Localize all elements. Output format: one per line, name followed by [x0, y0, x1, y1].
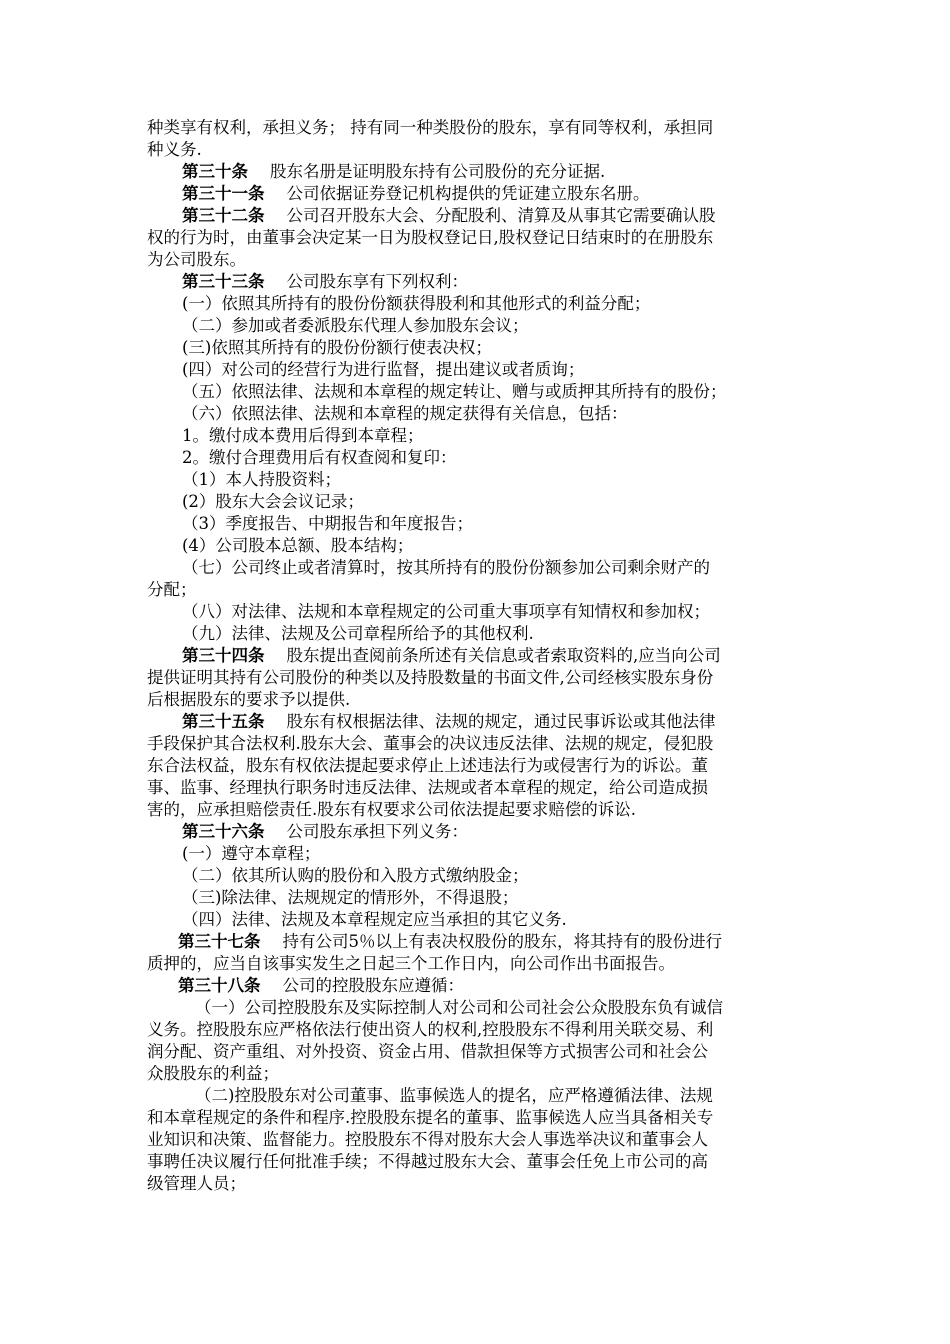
body-text-line	[147, 953, 675, 975]
line-text: (四）对公司的经营行为进行监督，提出建议或者质询；	[182, 360, 585, 379]
article-line	[182, 183, 650, 205]
body-text-line	[182, 403, 628, 425]
body-text-line	[182, 315, 529, 337]
article-line	[182, 711, 716, 733]
article-number: 第三十六条	[182, 822, 265, 841]
body-text-line	[147, 227, 713, 249]
body-text-line	[182, 491, 364, 513]
article-line	[178, 931, 722, 953]
line-text: 众股股东的利益；	[147, 1064, 279, 1083]
article-line	[182, 645, 721, 667]
line-text: 业知识和决策、监督能力。控股股东不得对股东大会人事选举决议和董事会人	[147, 1130, 708, 1149]
body-text-line	[182, 623, 534, 645]
body-text-line	[195, 997, 723, 1019]
body-text-line	[147, 1173, 246, 1195]
line-text: (4）公司股本总额、股本结构；	[182, 536, 414, 555]
article-number: 第三十三条	[182, 272, 265, 291]
article-line	[182, 271, 468, 293]
body-text-line	[182, 469, 341, 491]
body-text-line	[182, 865, 529, 887]
body-text-line	[182, 909, 567, 931]
article-number: 第三十七条	[178, 932, 261, 951]
line-text: 公司依据证券登记机构提供的凭证建立股东名册。	[286, 184, 650, 203]
line-text: 公司召开股东大会、分配股利、清算及从事其它需要确认股	[286, 206, 716, 225]
line-text: 后根据股东的要求予以提供.	[147, 690, 351, 709]
line-text: 公司股东享有下列权利：	[286, 272, 468, 291]
line-text: 种义务.	[147, 140, 202, 159]
body-text-line	[147, 667, 713, 689]
body-text-line	[147, 1019, 713, 1041]
line-text: 和本章程规定的条件和程序.控股股东提名的董事、监事候选人应当具备相关专	[147, 1108, 714, 1127]
line-text: 公司股东承担下列义务：	[286, 822, 468, 841]
line-text: （3）季度报告、中期报告和年度报告；	[182, 514, 473, 533]
body-text-line	[195, 1085, 713, 1107]
line-text: 为公司股东。	[147, 250, 246, 269]
line-text: （1）本人持股资料；	[182, 470, 341, 489]
body-text-line	[147, 1107, 713, 1129]
line-text: (一）遵守本章程；	[182, 844, 321, 863]
body-text-line	[182, 447, 457, 469]
line-text: 级管理人员；	[147, 1174, 246, 1193]
line-text: 股东提出查阅前条所述有关信息或者索取资料的,应当向公司	[286, 646, 721, 665]
line-text: 害的，应承担赔偿责任.股东有权要求公司依法提起要求赔偿的诉讼.	[147, 800, 636, 819]
body-text-line	[147, 139, 202, 161]
line-text: 公司的控股股东应遵循：	[282, 976, 464, 995]
line-text: （三)除法律、法规规定的情形外，不得退股；	[182, 888, 519, 907]
article-number: 第三十一条	[182, 184, 265, 203]
article-number: 第三十五条	[182, 712, 265, 731]
line-text: 股东有权根据法律、法规的规定，通过民事诉讼或其他法律	[286, 712, 716, 731]
line-text: （七）公司终止或者清算时，按其所持有的股份份额参加公司剩余财产的	[182, 558, 710, 577]
line-text: 润分配、资产重组、对外投资、资金占用、借款担保等方式损害公司和社会公	[147, 1042, 708, 1061]
line-text: 质押的，应当自该事实发生之日起三个工作日内，向公司作出书面报告。	[147, 954, 675, 973]
line-text: （九）法律、法规及公司章程所给予的其他权利.	[182, 624, 534, 643]
body-text-line	[182, 535, 413, 557]
line-text: (一）依照其所持有的股份份额获得股利和其他形式的利益分配；	[182, 294, 651, 313]
line-text: （二）参加或者委派股东代理人参加股东会议；	[182, 316, 529, 335]
body-text-line	[147, 755, 708, 777]
body-text-line	[182, 887, 518, 909]
body-text-line	[182, 337, 492, 359]
line-text: （二）依其所认购的股份和入股方式缴纳股金；	[182, 866, 529, 885]
line-text: 义务。控股股东应严格依法行使出资人的权利,控股股东不得利用关联交易、利	[147, 1020, 714, 1039]
body-text-line	[147, 1151, 708, 1173]
body-text-line	[147, 1129, 708, 1151]
article-number: 第三十八条	[178, 976, 261, 995]
line-text: 事聘任决议履行任何批准手续；不得越过股东大会、董事会任免上市公司的高	[147, 1152, 708, 1171]
line-text: 1。缴付成本费用后得到本章程；	[182, 426, 424, 445]
line-text: 提供证明其持有公司股份的种类以及持股数量的书面文件,公司经核实股东身份	[147, 668, 714, 687]
line-text: （五）依照法律、法规和本章程的规定转让、赠与或质押其所持有的股份；	[182, 382, 727, 401]
body-text-line	[182, 381, 727, 403]
line-text: （二)控股股东对公司董事、监事候选人的提名，应严格遵循法律、法规	[195, 1086, 713, 1105]
article-line	[182, 161, 605, 183]
body-text-line	[147, 249, 246, 271]
body-text-line	[182, 843, 320, 865]
line-text: (2）股东大会会议记录；	[182, 492, 364, 511]
body-text-line	[147, 1063, 279, 1085]
line-text: 手段保护其合法权利.股东大会、董事会的决议违反法律、法规的规定，侵犯股	[147, 734, 714, 753]
body-text-line	[147, 579, 197, 601]
body-text-line	[182, 601, 710, 623]
line-text: (三)依照其所持有的股份份额行使表决权；	[182, 338, 492, 357]
article-number: 第三十四条	[182, 646, 265, 665]
body-text-line	[147, 117, 713, 139]
body-text-line	[147, 689, 350, 711]
article-number: 第三十二条	[182, 206, 265, 225]
line-text: （六）依照法律、法规和本章程的规定获得有关信息，包括：	[182, 404, 628, 423]
line-text: （八）对法律、法规和本章程规定的公司重大事项享有知情权和参加权；	[182, 602, 710, 621]
line-text: 权的行为时，由董事会决定某一日为股权登记日,股权登记日结束时的在册股东	[147, 228, 714, 247]
body-text-line	[182, 425, 424, 447]
article-line	[178, 975, 464, 997]
line-text: （一）公司控股股东及实际控制人对公司和公司社会公众股股东负有诚信	[195, 998, 723, 1017]
body-text-line	[182, 513, 473, 535]
article-line	[182, 821, 468, 843]
line-text: 东合法权益，股东有权依法提起要求停止上述违法行为或侵害行为的诉讼。董	[147, 756, 708, 775]
line-text: 股东名册是证明股东持有公司股份的充分证据.	[270, 162, 606, 181]
line-text: 分配；	[147, 580, 197, 599]
body-text-line	[147, 777, 708, 799]
article-number: 第三十条	[182, 162, 248, 181]
body-text-line	[182, 557, 710, 579]
article-line	[182, 205, 716, 227]
body-text-line	[147, 1041, 708, 1063]
body-text-line	[182, 293, 650, 315]
body-text-line	[147, 799, 636, 821]
body-text-line	[147, 733, 713, 755]
body-text-line	[182, 359, 584, 381]
line-text: （四）法律、法规及本章程规定应当承担的其它义务.	[182, 910, 567, 929]
line-text: 持有公司5％以上有表决权股份的股东，将其持有的股份进行	[282, 932, 722, 951]
line-text: 种类享有权利，承担义务； 持有同一种类股份的股东，享有同等权利，承担同	[147, 118, 714, 137]
line-text: 事、监事、经理执行职务时违反法律、法规或者本章程的规定，给公司造成损	[147, 778, 708, 797]
line-text: 2。缴付合理费用后有权查阅和复印：	[182, 448, 457, 467]
